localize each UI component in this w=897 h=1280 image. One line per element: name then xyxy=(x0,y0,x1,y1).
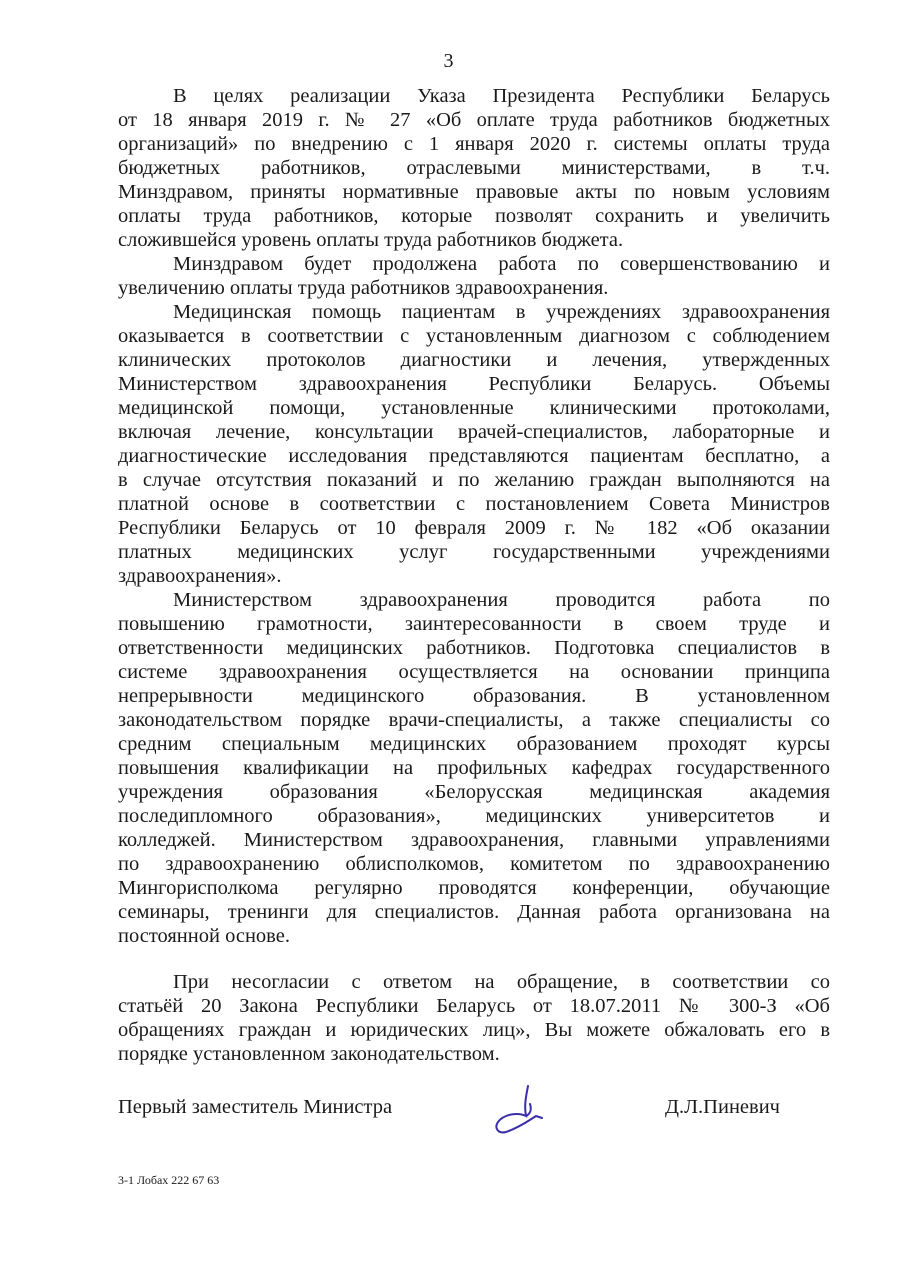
text-line: учреждения образования «Белорусская медицинская академия xyxy=(118,781,830,803)
text-line: непрерывности медицинского образования. В установленном xyxy=(118,685,830,707)
text-line: повышению грамотности, заинтересованности в своем труде и xyxy=(118,613,830,635)
text-line: колледжей. Министерством здравоохранения, главными управлениями xyxy=(118,829,830,851)
text-line: В целях реализации Указа Президента Республики Беларусь xyxy=(173,85,830,107)
text-line: оказывается в соответствии с установленным диагнозом с соблюдением xyxy=(118,325,830,347)
text-line: порядке установленном законодательством. xyxy=(118,1043,500,1065)
text-line: обращениях граждан и юридических лиц», Вы можете обжаловать его в xyxy=(118,1019,830,1041)
signatory-name: Д.Л.Пиневич xyxy=(665,1096,780,1118)
paragraph xyxy=(118,588,830,948)
paragraph xyxy=(118,252,830,300)
text-line: увеличению оплаты труда работников здравоохранения. xyxy=(118,277,609,299)
page-number: 3 xyxy=(443,50,454,72)
text-line: семинары, тренинги для специалистов. Данная работа организована на xyxy=(118,901,830,923)
text-line: бюджетных работников, отраслевыми министерствами, в т.ч. xyxy=(118,157,830,179)
text-line: постоянной основе. xyxy=(118,925,290,947)
text-line: от 18 января 2019 г. № 27 «Об оплате труда работников бюджетных xyxy=(118,109,830,131)
paragraph xyxy=(118,300,830,588)
paragraph xyxy=(118,84,830,252)
text-line: оплаты труда работников, которые позволят сохранить и увеличить xyxy=(118,205,830,227)
text-line: медицинской помощи, установленные клиническими протоколами, xyxy=(118,397,830,419)
text-line: организаций» по внедрению с 1 января 2020 г. системы оплаты труда xyxy=(118,133,830,155)
text-line: Минздравом будет продолжена работа по совершенствованию и xyxy=(173,253,830,275)
text-line: клинических протоколов диагностики и лечения, утвержденных xyxy=(118,349,830,371)
text-line: ответственности медицинских работников. Подготовка специалистов в xyxy=(118,637,830,659)
text-line: последипломного образования», медицинских университетов и xyxy=(118,805,830,827)
handwritten-signature xyxy=(490,1082,560,1142)
text-line: Республики Беларусь от 10 февраля 2009 г. № 182 «Об оказании xyxy=(118,517,830,539)
text-line: При несогласии с ответом на обращение, в соответствии со xyxy=(173,971,830,993)
text-line: статьёй 20 Закона Республики Беларусь от 18.07.2011 № 300-З «Об xyxy=(118,995,830,1017)
text-line: Министерством здравоохранения проводится работа по xyxy=(173,589,830,611)
text-line: повышения квалификации на профильных кафедрах государственного xyxy=(118,757,830,779)
text-line: Медицинская помощь пациентам в учреждениях здравоохранения xyxy=(173,301,830,323)
text-line: по здравоохранению облисполкомов, комитетом по здравоохранению xyxy=(118,853,830,875)
letter-body xyxy=(118,84,830,1066)
text-line: Минздравом, приняты нормативные правовые акты по новым условиям xyxy=(118,181,830,203)
text-line: здравоохранения». xyxy=(118,565,282,587)
text-line: Министерством здравоохранения Республики Беларусь. Объемы xyxy=(118,373,830,395)
signatory-title: Первый заместитель Министра xyxy=(118,1096,393,1118)
text-line: сложившейся уровень оплаты труда работников бюджета. xyxy=(118,229,624,251)
paragraph xyxy=(118,970,830,1066)
text-line: законодательством порядке врачи-специалисты, а также специалисты со xyxy=(118,709,830,731)
text-line: системе здравоохранения осуществляется на основании принципа xyxy=(118,661,830,683)
executor-footer: 3-1 Лобах 222 67 63 xyxy=(118,1173,220,1187)
text-line: диагностические исследования представляются пациентам бесплатно, а xyxy=(118,445,830,467)
text-line: платной основе в соответствии с постановлением Совета Министров xyxy=(118,493,830,515)
text-line: средним специальным медицинских образованием проходят курсы xyxy=(118,733,830,755)
text-line: Мингорисполкома регулярно проводятся конференции, обучающие xyxy=(118,877,830,899)
text-line: в случае отсутствия показаний и по желанию граждан выполняются на xyxy=(118,469,830,491)
text-line: включая лечение, консультации врачей-специалистов, лабораторные и xyxy=(118,421,830,443)
text-line: платных медицинских услуг государственными учреждениями xyxy=(118,541,830,563)
